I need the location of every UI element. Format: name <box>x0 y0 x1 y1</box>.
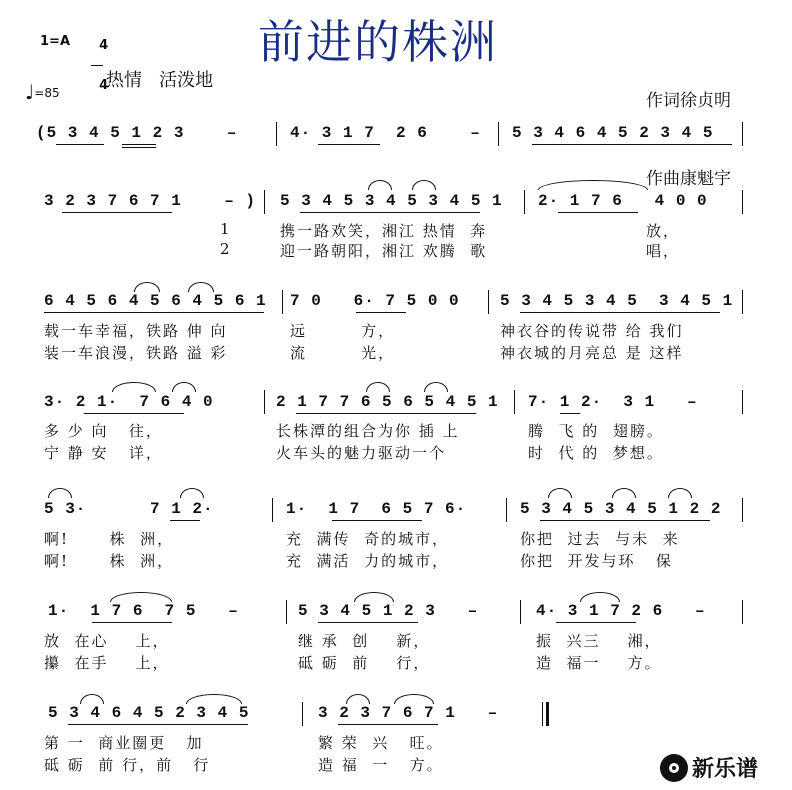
underline-beam <box>356 312 406 313</box>
slur-mark <box>538 180 648 190</box>
slur-mark <box>80 694 104 704</box>
notes-segment: 4· 3 1 7 2 6 – <box>290 124 481 142</box>
notes-segment: 7 0 6· 7 5 0 0 <box>290 292 460 310</box>
time-signature <box>90 26 109 93</box>
slur-mark <box>112 382 156 392</box>
bar-line <box>506 498 507 522</box>
underline-beam <box>300 212 480 213</box>
bar-line <box>742 122 743 146</box>
lyric-line: 宁 静 安 详， <box>44 444 163 462</box>
slur-mark <box>180 488 204 498</box>
lyric-line: 火车头的魅力驱动一个 <box>276 444 447 462</box>
tempo-value: =85 <box>34 86 60 100</box>
lyric-line: 继 承 创 新， <box>298 632 431 650</box>
lyric-line: 第 一 商业圈更 加 <box>44 734 204 752</box>
underline-beam <box>170 520 200 521</box>
notes-segment: 1· 1 7 6 5 7 6· <box>286 500 467 518</box>
underline-beam <box>122 147 156 148</box>
lyric-line: 砥 砺 前 行，前 行 <box>44 756 211 774</box>
key-signature: 1=A <box>40 34 70 49</box>
notes-segment: 3 2 3 7 6 7 1 – <box>318 704 499 722</box>
slur-mark <box>394 694 434 704</box>
lyric-line: 多 少 向 往， <box>44 422 163 440</box>
notes-segment: 3· 2 1· 7 6 4 0 <box>44 393 214 411</box>
bar-line <box>742 290 743 314</box>
notes-segment: 5 3 4 5 3 4 5 3 4 5 1 <box>280 192 503 210</box>
lyric-line: 携一路欢笑，湘江 热情 奔 <box>280 222 488 240</box>
underline-beam <box>84 413 184 414</box>
verse-number: 1 <box>220 220 232 238</box>
underline-beam <box>532 144 732 145</box>
notes-segment: 5 3 4 5 3 4 5 1 2 2 <box>520 500 722 518</box>
lyric-line: 长株潭的组合为你 插 上 <box>276 422 460 440</box>
expression-marking: 热情 活泼地 <box>106 70 214 91</box>
bar-line <box>498 122 499 146</box>
notes-segment: 5 3 4 5 1 2 3 – <box>298 602 479 620</box>
bar-line <box>276 122 277 146</box>
underline-beam <box>332 520 422 521</box>
notes-segment: 5 3 4 5 3 4 5 3 4 5 1 <box>500 292 734 310</box>
lyric-line: 造 福 一 方。 <box>318 756 444 774</box>
notes-segment: 6 4 5 6 4 5 6 4 5 6 1 <box>44 292 267 310</box>
underline-beam <box>540 520 710 521</box>
lyric-line: 充 满传 奇的城市， <box>286 530 450 548</box>
lyric-line: 啊! 株 洲， <box>44 552 175 570</box>
underline-beam <box>68 724 248 725</box>
notes-segment: 5 3 4 6 4 5 2 3 4 5 <box>512 124 714 142</box>
slur-mark <box>412 180 436 190</box>
notes-segment: 7· 1 2· 3 1 – <box>528 393 698 411</box>
bar-line <box>282 290 283 314</box>
lyric-line: 造 福一 方。 <box>536 654 662 672</box>
lyric-line: 你把 过去 与未 来 <box>520 530 680 548</box>
lyric-line: 唱， <box>646 242 681 260</box>
notes-segment: 1· 1 7 6 7 5 – <box>48 602 239 620</box>
underline-beam <box>560 413 580 414</box>
time-signature-top: 4 <box>99 38 109 53</box>
site-logo <box>660 752 758 783</box>
slur-mark <box>366 382 390 392</box>
notes-segment: (5 3 4 5 1 2 3 – <box>36 124 238 142</box>
bar-line <box>264 390 265 414</box>
lyric-line: 充 满活 力的城市， <box>286 552 450 570</box>
underline-beam <box>558 212 638 213</box>
underline-beam <box>318 622 418 623</box>
lyric-line: 神衣城的月亮总 是 这样 <box>500 344 684 362</box>
notes-segment: 3 2 3 7 6 7 1 – ) <box>44 192 257 210</box>
bar-line <box>742 498 743 522</box>
lyric-line: 攥 在手 上， <box>44 654 170 672</box>
bar-line <box>524 190 525 214</box>
underline-beam <box>338 724 438 725</box>
bar-line <box>302 702 303 726</box>
quarter-note-icon: ♩ <box>24 80 35 104</box>
lyric-line: 神衣谷的传说带 给 我们 <box>500 322 684 340</box>
lyric-line: 啊! 株 洲， <box>44 530 175 548</box>
lyric-line: 腾 飞 的 翅膀。 <box>528 422 664 440</box>
bar-line <box>272 498 273 522</box>
slur-mark <box>134 282 160 292</box>
notes-segment: 4· 3 1 7 2 6 – <box>536 602 706 620</box>
lyric-line: 放， <box>646 222 681 240</box>
lyric-line: 迎一路朝阳，湘江 欢腾 歌 <box>280 242 488 260</box>
tempo-marking <box>16 64 60 104</box>
underline-beam <box>520 312 720 313</box>
lyric-line: 流 光， <box>290 344 396 362</box>
bar-line <box>286 600 287 624</box>
slur-mark <box>188 282 214 292</box>
lyric-line: 振 兴三 湘， <box>536 632 662 650</box>
logo-text: 新乐谱 <box>692 757 759 782</box>
composer-credit: 作曲康魁宇 <box>646 169 731 189</box>
bar-line <box>264 190 265 214</box>
slur-mark <box>48 488 72 498</box>
notes-segment: 2 1 7 7 6 5 6 5 4 5 1 <box>276 393 499 411</box>
slur-mark <box>346 694 370 704</box>
notes-segment: 5 3 4 6 4 5 2 3 4 5 <box>48 704 250 722</box>
final-bar-line <box>542 702 549 726</box>
song-title: 前进的株洲 <box>258 15 498 69</box>
lyricist-credit: 作词徐贞明 <box>646 91 731 111</box>
lyric-line: 砥 砺 前 行， <box>298 654 431 672</box>
vinyl-record-icon <box>660 754 688 782</box>
slur-mark <box>668 488 692 498</box>
lyric-line: 你把 开发与环 保 <box>520 552 673 570</box>
underline-beam <box>62 212 172 213</box>
lyric-line: 远 方， <box>290 322 396 340</box>
slur-mark <box>354 592 394 602</box>
notes-segment: 2· 1 7 6 4 0 0 <box>538 192 708 210</box>
lyric-line: 繁 荣 兴 旺。 <box>318 734 444 752</box>
underline-beam <box>318 144 380 145</box>
bar-line <box>514 390 515 414</box>
slur-mark <box>424 382 448 392</box>
underline-beam <box>56 144 104 145</box>
slur-mark <box>172 382 196 392</box>
time-signature-bar <box>91 65 103 66</box>
slur-mark <box>548 488 572 498</box>
notes-segment: 5 3· 7 1 2· <box>44 500 214 518</box>
underline-beam <box>92 622 172 623</box>
bar-line <box>520 600 521 624</box>
bar-line <box>742 600 743 624</box>
bar-line <box>488 290 489 314</box>
lyric-line: 装一车浪漫，铁路 溢 彩 <box>44 344 228 362</box>
time-signature-bottom: 4 <box>99 78 109 93</box>
underline-beam <box>296 413 476 414</box>
lyric-line: 载一车幸福，铁路 伸 向 <box>44 322 228 340</box>
verse-number: 2 <box>220 240 232 258</box>
slur-mark <box>186 694 242 704</box>
underline-beam <box>44 312 264 313</box>
bar-line <box>742 190 743 214</box>
slur-mark <box>110 592 172 602</box>
slur-mark <box>368 180 392 190</box>
slur-mark <box>612 488 636 498</box>
underline-beam <box>556 622 636 623</box>
slur-mark <box>580 592 620 602</box>
underline-beam <box>122 144 156 145</box>
bar-line <box>742 390 743 414</box>
lyric-line: 放 在心 上， <box>44 632 170 650</box>
lyric-line: 时 代 的 梦想。 <box>528 444 664 462</box>
